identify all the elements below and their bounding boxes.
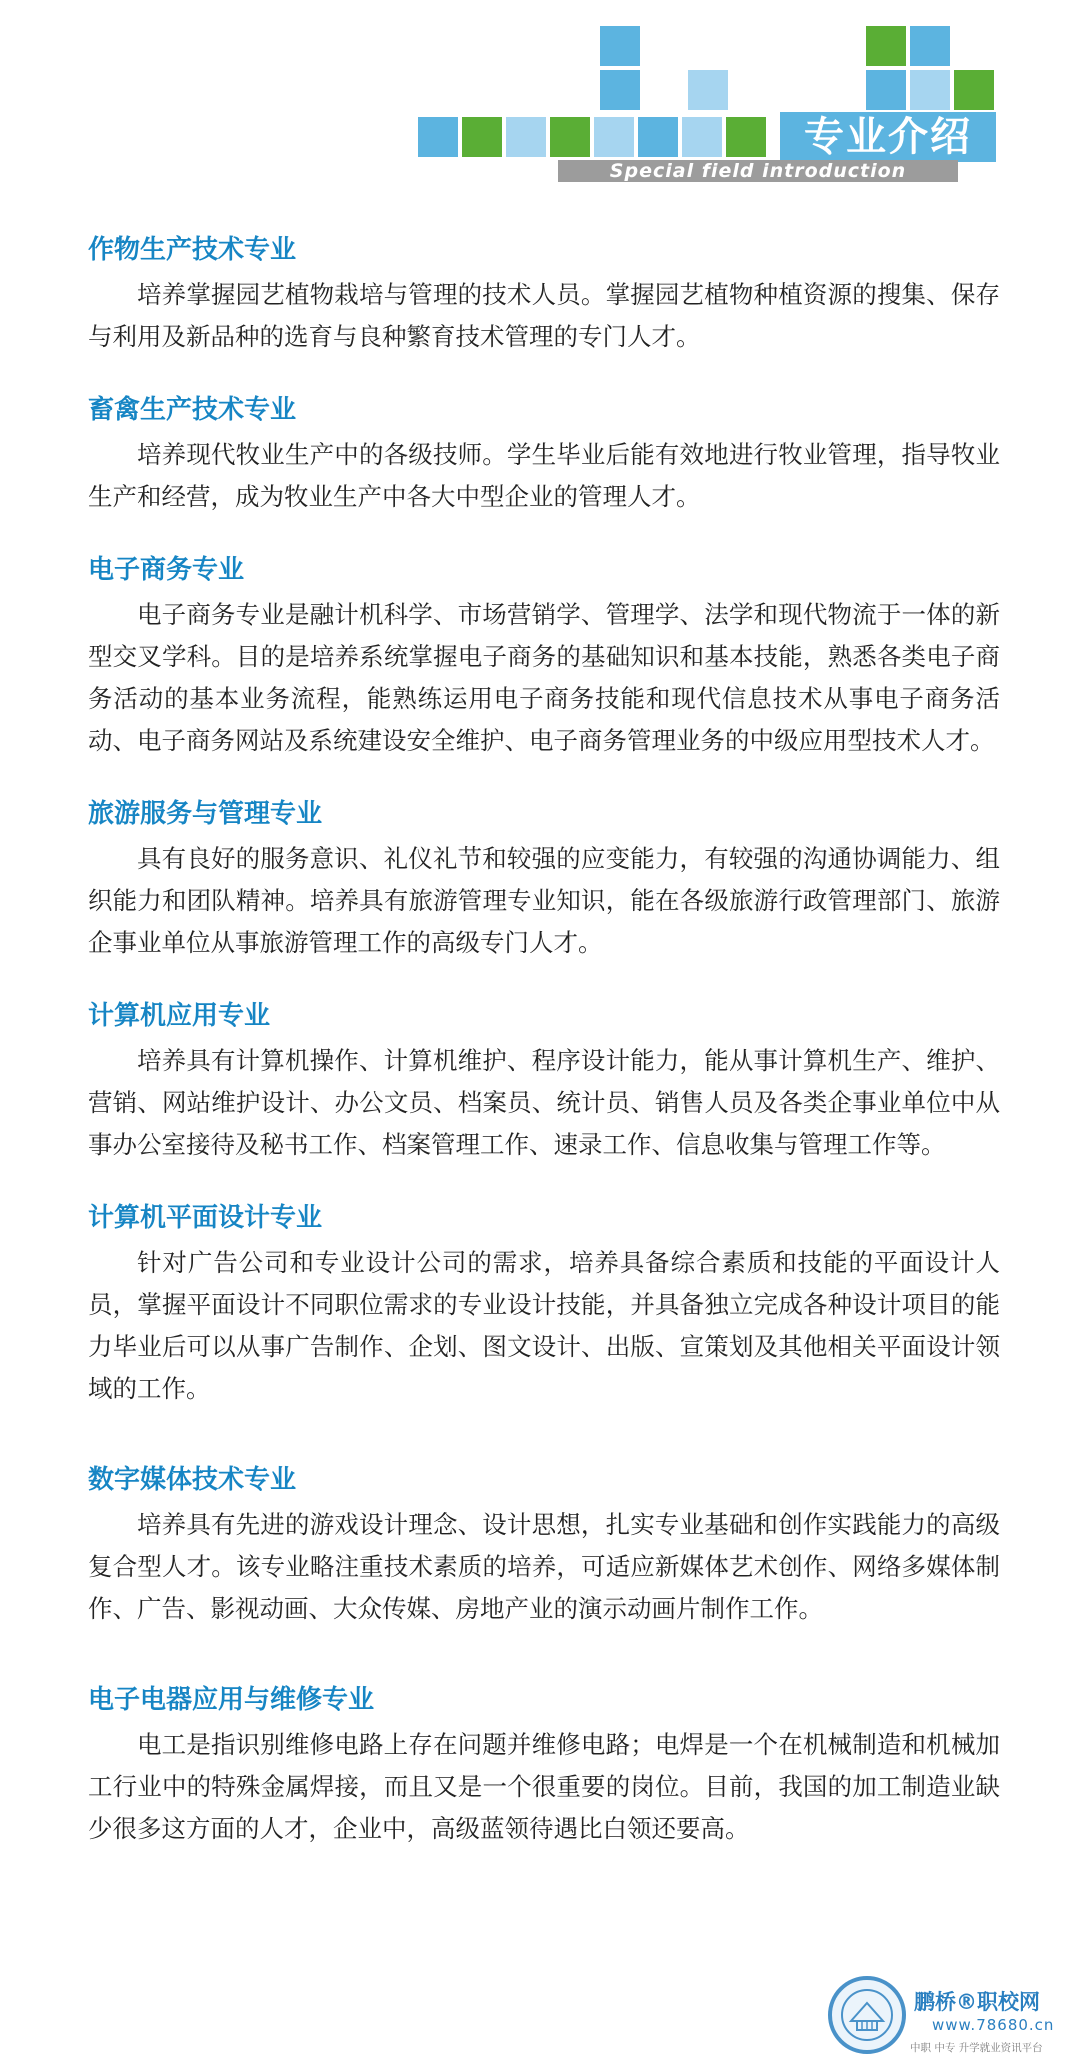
site-watermark bbox=[828, 1966, 1080, 2066]
mosaic-square bbox=[910, 70, 950, 110]
major-section bbox=[88, 998, 1000, 1166]
major-section bbox=[88, 552, 1000, 762]
major-title: 计算机平面设计专业 bbox=[88, 1203, 323, 1233]
seal-emblem-icon bbox=[839, 1987, 895, 2043]
major-description: 培养具有先进的游戏设计理念、设计思想，扎实专业基础和创作实践能力的高级复合型人才。该专业略注重技术素质的培养，可适应新媒体艺术创作、网络多媒体制作、广告、影视动画、大众传媒、房地产业的演示动画片制作工作。 bbox=[88, 1510, 1000, 1623]
watermark-brand: 鹏桥®职校网 bbox=[914, 1990, 1040, 2014]
major-section bbox=[88, 796, 1000, 964]
banner-title-text: 专业介绍 bbox=[804, 114, 972, 160]
major-description: 针对广告公司和专业设计公司的需求，培养具备综合素质和技能的平面设计人员，掌握平面设计不同职位需求的专业设计技能，并具备独立完成各种设计项目的能力毕业后可以从事广告制作、企划、图文设计、出版、宣策划及其他相关平面设计领域的工作。 bbox=[88, 1248, 1000, 1403]
major-description: 电子商务专业是融计机科学、市场营销学、管理学、法学和现代物流于一体的新型交叉学科。目的是培养系统掌握电子商务的基础知识和基本技能，熟悉各类电子商务活动的基本业务流程，能熟练运用电子商务技能和现代信息技术从事电子商务活动、电子商务网站及系统建设安全维护、电子商务管理业务的中级应用型技术人才。 bbox=[88, 600, 1000, 755]
major-title: 电子电器应用与维修专业 bbox=[88, 1685, 375, 1715]
major-description: 培养具有计算机操作、计算机维护、程序设计能力，能从事计算机生产、维护、营销、网站维护设计、办公文员、档案员、统计员、销售人员及各类企事业单位中从事办公室接待及秘书工作、档案管理工作、速录工作、信息收集与管理工作等。 bbox=[88, 1046, 1000, 1159]
mosaic-square bbox=[866, 26, 906, 66]
mosaic-square bbox=[600, 26, 640, 66]
major-title: 作物生产技术专业 bbox=[88, 235, 297, 265]
major-section bbox=[88, 1682, 1000, 1850]
major-title: 电子商务专业 bbox=[88, 555, 245, 585]
major-title: 旅游服务与管理专业 bbox=[88, 799, 323, 829]
watermark-tagline: 中职 中专 升学就业资讯平台 bbox=[910, 2042, 1043, 2054]
banner-subtitle: Special field introduction bbox=[558, 160, 958, 182]
major-description: 具有良好的服务意识、礼仪礼节和较强的应变能力，有较强的沟通协调能力、组织能力和团队精神。培养具有旅游管理专业知识，能在各级旅游行政管理部门、旅游企事业单位从事旅游管理工作的高级专门人才。 bbox=[88, 844, 1000, 957]
mosaic-square bbox=[638, 117, 678, 157]
major-description: 培养现代牧业生产中的各级技师。学生毕业后能有效地进行牧业管理，指导牧业生产和经营，成为牧业生产中各大中型企业的管理人才。 bbox=[88, 440, 1000, 511]
major-section bbox=[88, 1200, 1000, 1410]
major-section bbox=[88, 232, 1000, 358]
watermark-url: www.78680.cn bbox=[932, 2016, 1055, 2034]
mosaic-square bbox=[506, 117, 546, 157]
mosaic-square bbox=[866, 70, 906, 110]
major-title: 数字媒体技术专业 bbox=[88, 1465, 297, 1495]
major-description: 培养掌握园艺植物栽培与管理的技术人员。掌握园艺植物种植资源的搜集、保存与利用及新品种的选育与良种繁育技术管理的专门人才。 bbox=[88, 280, 1000, 351]
header-banner bbox=[0, 0, 1080, 190]
major-section bbox=[88, 1462, 1000, 1630]
mosaic-square bbox=[954, 70, 994, 110]
major-title: 畜禽生产技术专业 bbox=[88, 395, 297, 425]
majors-list bbox=[88, 232, 1000, 1884]
major-section bbox=[88, 392, 1000, 518]
major-title: 计算机应用专业 bbox=[88, 1001, 271, 1031]
mosaic-square bbox=[418, 117, 458, 157]
mosaic-square bbox=[462, 117, 502, 157]
banner-title bbox=[780, 112, 996, 162]
mosaic-square bbox=[910, 26, 950, 66]
mosaic-square bbox=[688, 70, 728, 110]
mosaic-square bbox=[600, 70, 640, 110]
mosaic-square bbox=[550, 117, 590, 157]
school-seal-icon bbox=[828, 1976, 906, 2054]
mosaic-square bbox=[594, 117, 634, 157]
major-description: 电工是指识别维修电路上存在问题并维修电路；电焊是一个在机械制造和机械加工行业中的特殊金属焊接，而且又是一个很重要的岗位。目前，我国的加工制造业缺少很多这方面的人才，企业中，高级蓝领待遇比白领还要高。 bbox=[88, 1730, 1000, 1843]
mosaic-square bbox=[726, 117, 766, 157]
mosaic-square bbox=[682, 117, 722, 157]
